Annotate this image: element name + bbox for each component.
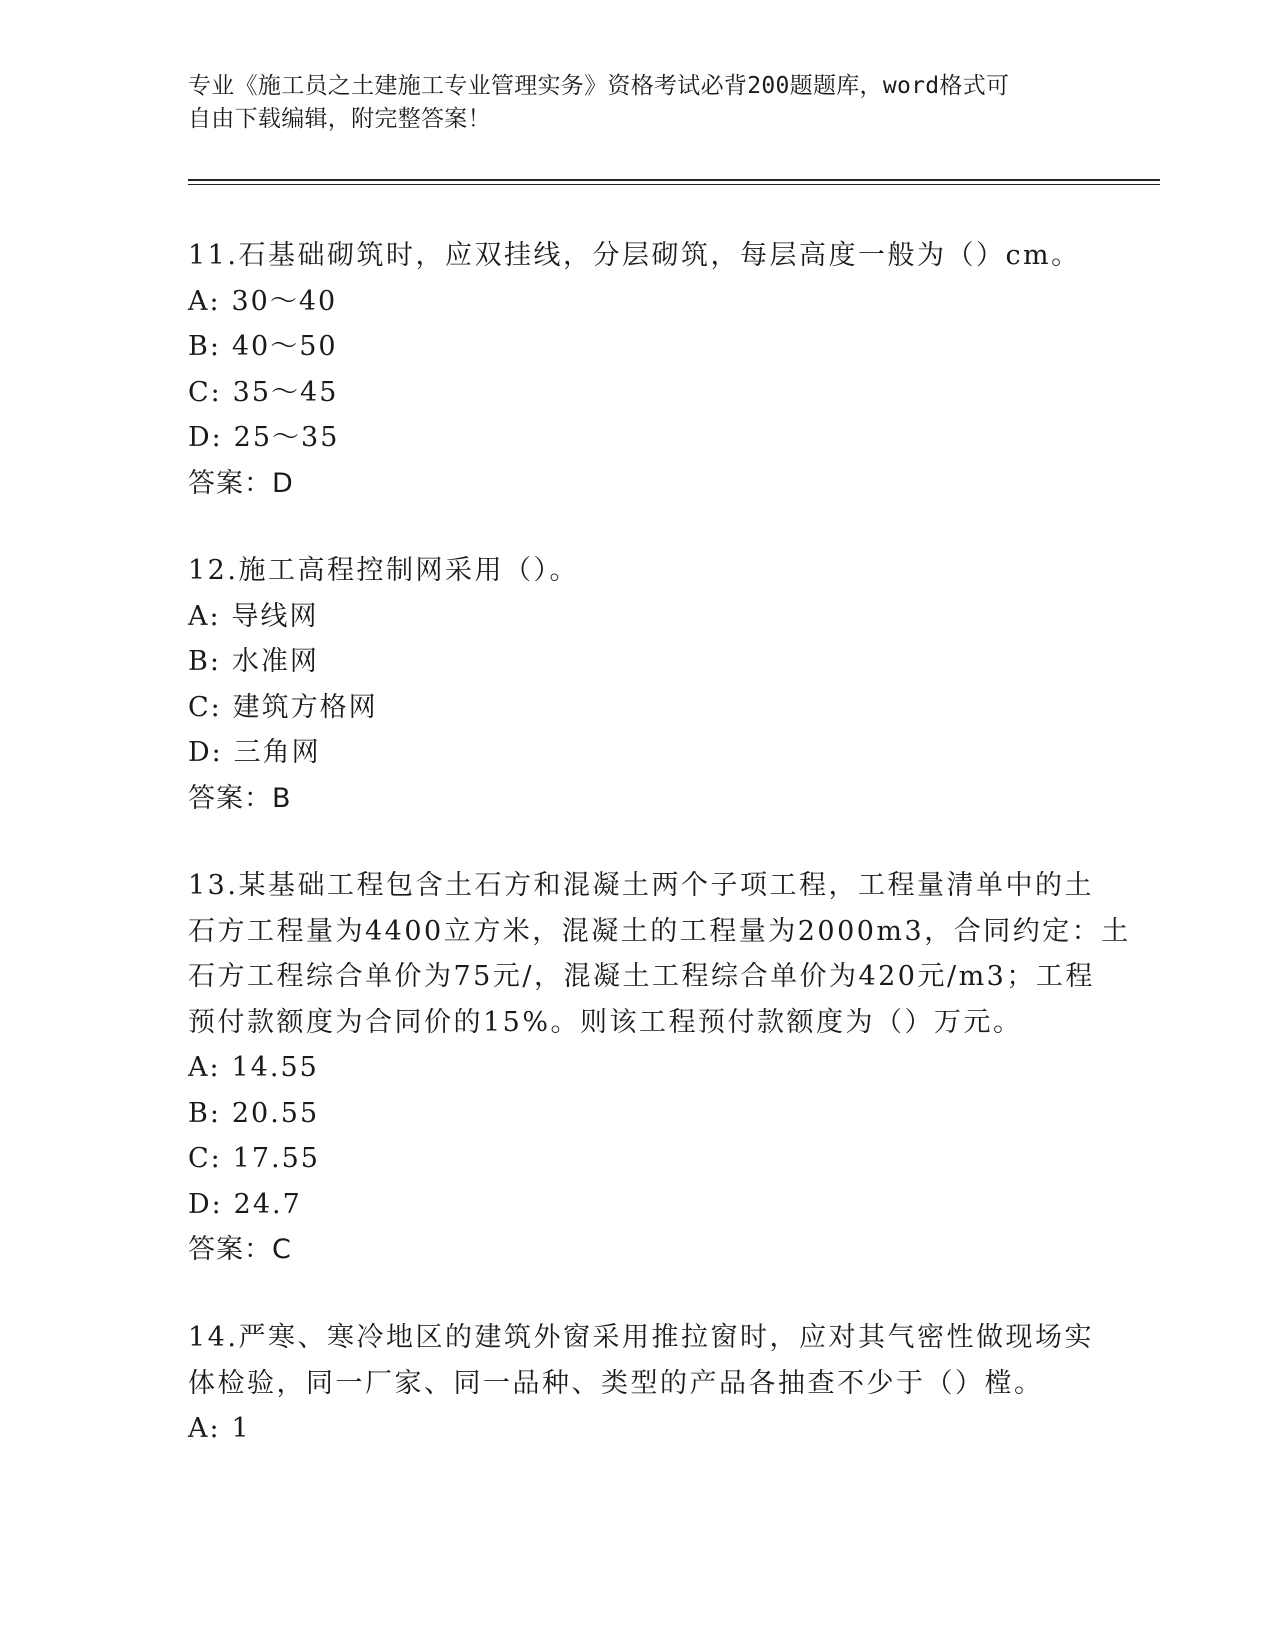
header-divider-thick [188,179,1160,181]
option-letter: B [188,646,210,677]
option-text: 24.7 [233,1188,302,1220]
question-stem: 12.施工高程控制网采用（）。 [188,555,579,586]
option-text: 25～35 [233,422,340,453]
option-letter: A [188,285,210,317]
question-stem: 11.石基础砌筑时，应双挂线，分层砌筑，每层高度一般为（）cm。 [188,240,1081,271]
question-stem: 预付款额度为合同价的15%。则该工程预付款额度为（）万元。 [188,1006,1023,1038]
option-text: 导线网 [231,600,319,632]
option-text: 30～40 [231,285,338,317]
question-13 [188,863,1131,1273]
option-letter: C [188,691,211,723]
option-a: A: 14.55 [188,1045,1088,1091]
option-c: C: 17.55 [188,1136,1088,1182]
option-b: B: 40～50 [188,324,1088,370]
option-text: 水准网 [231,646,319,677]
option-letter: D [188,1188,212,1220]
document-header [188,70,1088,136]
option-letter: D [188,422,212,453]
option-text: 1 [231,1413,251,1444]
option-a: A: 30～40 [188,279,1088,325]
option-text: 建筑方格网 [232,691,378,723]
option-c: C: 35～45 [188,370,1088,416]
question-stem: 14.严寒、寒冷地区的建筑外窗采用推拉窗时，应对其气密性做现场实 [188,1322,1094,1353]
option-letter: C [188,376,211,408]
option-letter: A [188,600,210,632]
option-letter: D [188,737,212,768]
option-a: A: 1 [188,1406,1088,1452]
option-letter: B [188,1097,210,1129]
question-stem: 13.某基础工程包含土石方和混凝土两个子项工程，工程量清单中的土 [188,870,1094,901]
option-a: A: 导线网 [188,594,1088,640]
question-stem: 石方工程综合单价为75元/，混凝土工程综合单价为420元/m3；工程 [188,961,1095,992]
option-letter: A [188,1052,210,1083]
question-14 [188,1315,1094,1452]
option-text: 三角网 [233,737,321,768]
option-c: C: 建筑方格网 [188,685,1088,731]
option-text: 17.55 [232,1143,320,1174]
answer-line: 答案：B [188,782,292,814]
option-d: D: 三角网 [188,730,1088,776]
option-text: 20.55 [231,1097,320,1129]
option-text: 40～50 [231,331,338,362]
header-divider-thin [188,184,1160,185]
header-line: 专业《施工员之土建施工专业管理实务》资格考试必背200题题库，word格式可 [188,73,1010,99]
option-d: D: 24.7 [188,1182,1088,1228]
option-b: B: 水准网 [188,639,1088,685]
question-stem: 体检验，同一厂家、同一品种、类型的产品各抽查不少于（）樘。 [188,1367,1044,1399]
answer-line: 答案：D [188,467,294,499]
option-text: 35～45 [232,376,339,408]
option-d: D: 25～35 [188,415,1088,461]
question-stem: 石方工程量为4400立方米，混凝土的工程量为2000m3，合同约定：土 [188,915,1131,947]
option-letter: C [188,1143,211,1174]
header-line: 自由下载编辑，附完整答案！ [188,106,491,132]
option-letter: A [188,1413,210,1444]
option-text: 14.55 [231,1052,319,1083]
question-11 [188,233,1088,506]
answer-line: 答案：C [188,1234,292,1265]
option-letter: B [188,331,210,362]
question-12 [188,548,1088,821]
option-b: B: 20.55 [188,1091,1088,1137]
